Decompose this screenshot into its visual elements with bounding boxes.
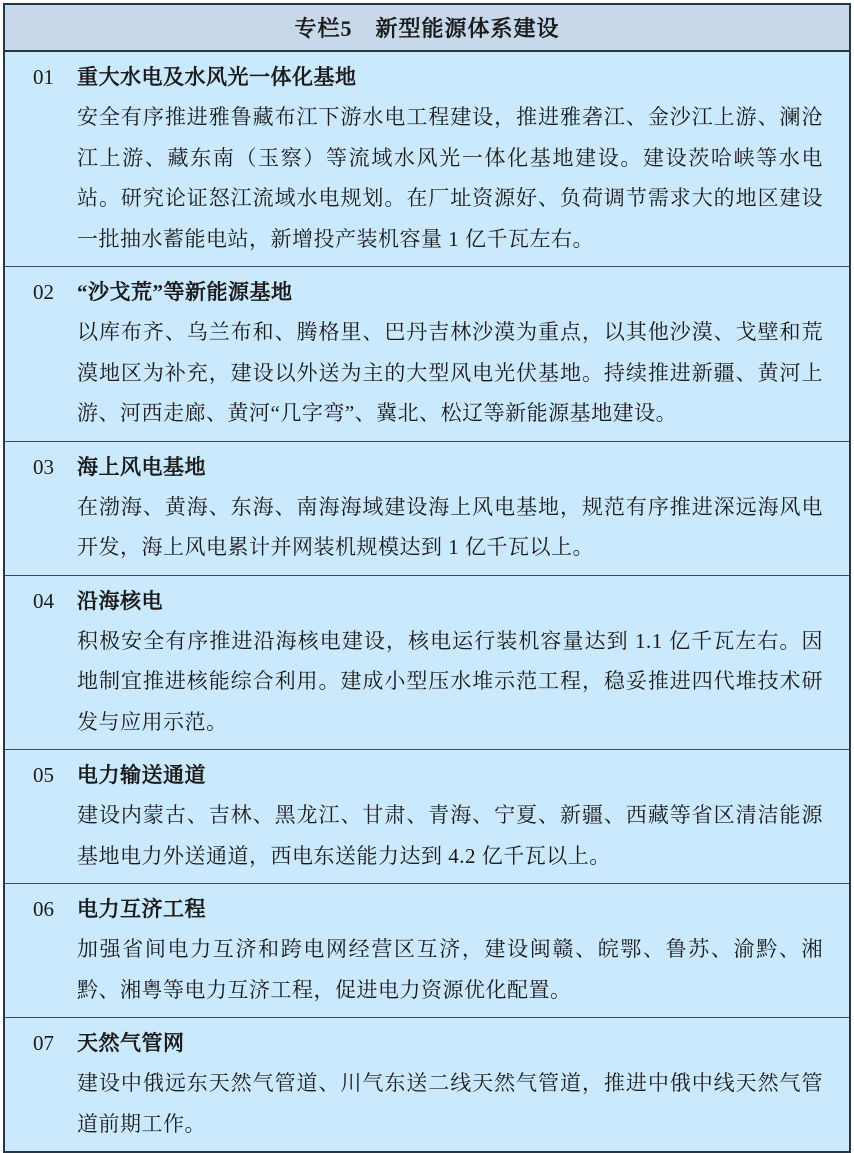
section-content (77, 447, 823, 568)
section-row (5, 749, 849, 883)
section-content (77, 889, 823, 1010)
section-body: 在渤海、黄海、东海、南海海域建设海上风电基地，规范有序推进深远海风电开发，海上风电累计并网装机规模达到 1 亿千瓦以上。 (77, 494, 823, 559)
column-panel (3, 3, 851, 1153)
section-content (77, 1023, 823, 1144)
section-body: 加强省间电力互济和跨电网经营区互济，建设闽赣、皖鄂、鲁苏、渝黔、湘黔、湘粤等电力互济工程，促进电力资源优化配置。 (77, 937, 823, 1002)
section-content (77, 755, 823, 876)
panel-title: 专栏5 新型能源体系建设 (294, 16, 560, 41)
section-content (77, 57, 823, 259)
section-content (77, 272, 823, 434)
section-heading: 电力互济工程 (77, 897, 206, 921)
section-row (5, 266, 849, 441)
section-number: 05 (33, 763, 54, 787)
section-heading: 电力输送通道 (77, 763, 206, 787)
section-row (5, 883, 849, 1017)
section-body: 建设中俄远东天然气管道、川气东送二线天然气管道，推进中俄中线天然气管道前期工作。 (77, 1071, 823, 1136)
section-row (5, 575, 849, 750)
section-content (77, 581, 823, 743)
sections-container (5, 52, 849, 1151)
section-row (5, 441, 849, 575)
section-number: 01 (33, 65, 54, 89)
section-number: 02 (33, 280, 54, 304)
section-number: 04 (33, 588, 54, 613)
section-heading: 海上风电基地 (77, 454, 206, 479)
section-number: 03 (33, 454, 54, 479)
section-body: 积极安全有序推进沿海核电建设，核电运行装机容量达到 1.1 亿千瓦左右。因地制宜推进核能综合利用。建成小型压水堆示范工程，稳妥推进四代堆技术研发与应用示范。 (77, 628, 823, 734)
section-row (5, 1017, 849, 1151)
section-heading: 天然气管网 (77, 1031, 185, 1055)
section-number: 06 (33, 897, 54, 921)
section-number: 07 (33, 1031, 54, 1055)
section-heading: 重大水电及水风光一体化基地 (77, 65, 357, 89)
section-row (5, 52, 849, 266)
section-heading: 沿海核电 (77, 588, 163, 613)
section-body: 以库布齐、乌兰布和、腾格里、巴丹吉林沙漠为重点，以其他沙漠、戈壁和荒漠地区为补充，建设以外送为主的大型风电光伏基地。持续推进新疆、黄河上游、河西走廊、黄河“几字弯”、冀北、松辽等新能源基地建设。 (77, 320, 823, 425)
panel-header (5, 5, 849, 52)
section-heading: “沙戈荒”等新能源基地 (77, 280, 293, 304)
section-body: 安全有序推进雅鲁藏布江下游水电工程建设，推进雅砻江、金沙江上游、澜沧江上游、藏东南（玉察）等流域水风光一体化基地建设。建设茨哈峡等水电站。研究论证怒江流域水电规划。在厂址资源好、负荷调节需求大的地区建设一批抽水蓄能电站，新增投产装机容量 1 亿千瓦左右。 (77, 105, 823, 251)
section-body: 建设内蒙古、吉林、黑龙江、甘肃、青海、宁夏、新疆、西藏等省区清洁能源基地电力外送通道，西电东送能力达到 4.2 亿千瓦以上。 (77, 803, 823, 868)
